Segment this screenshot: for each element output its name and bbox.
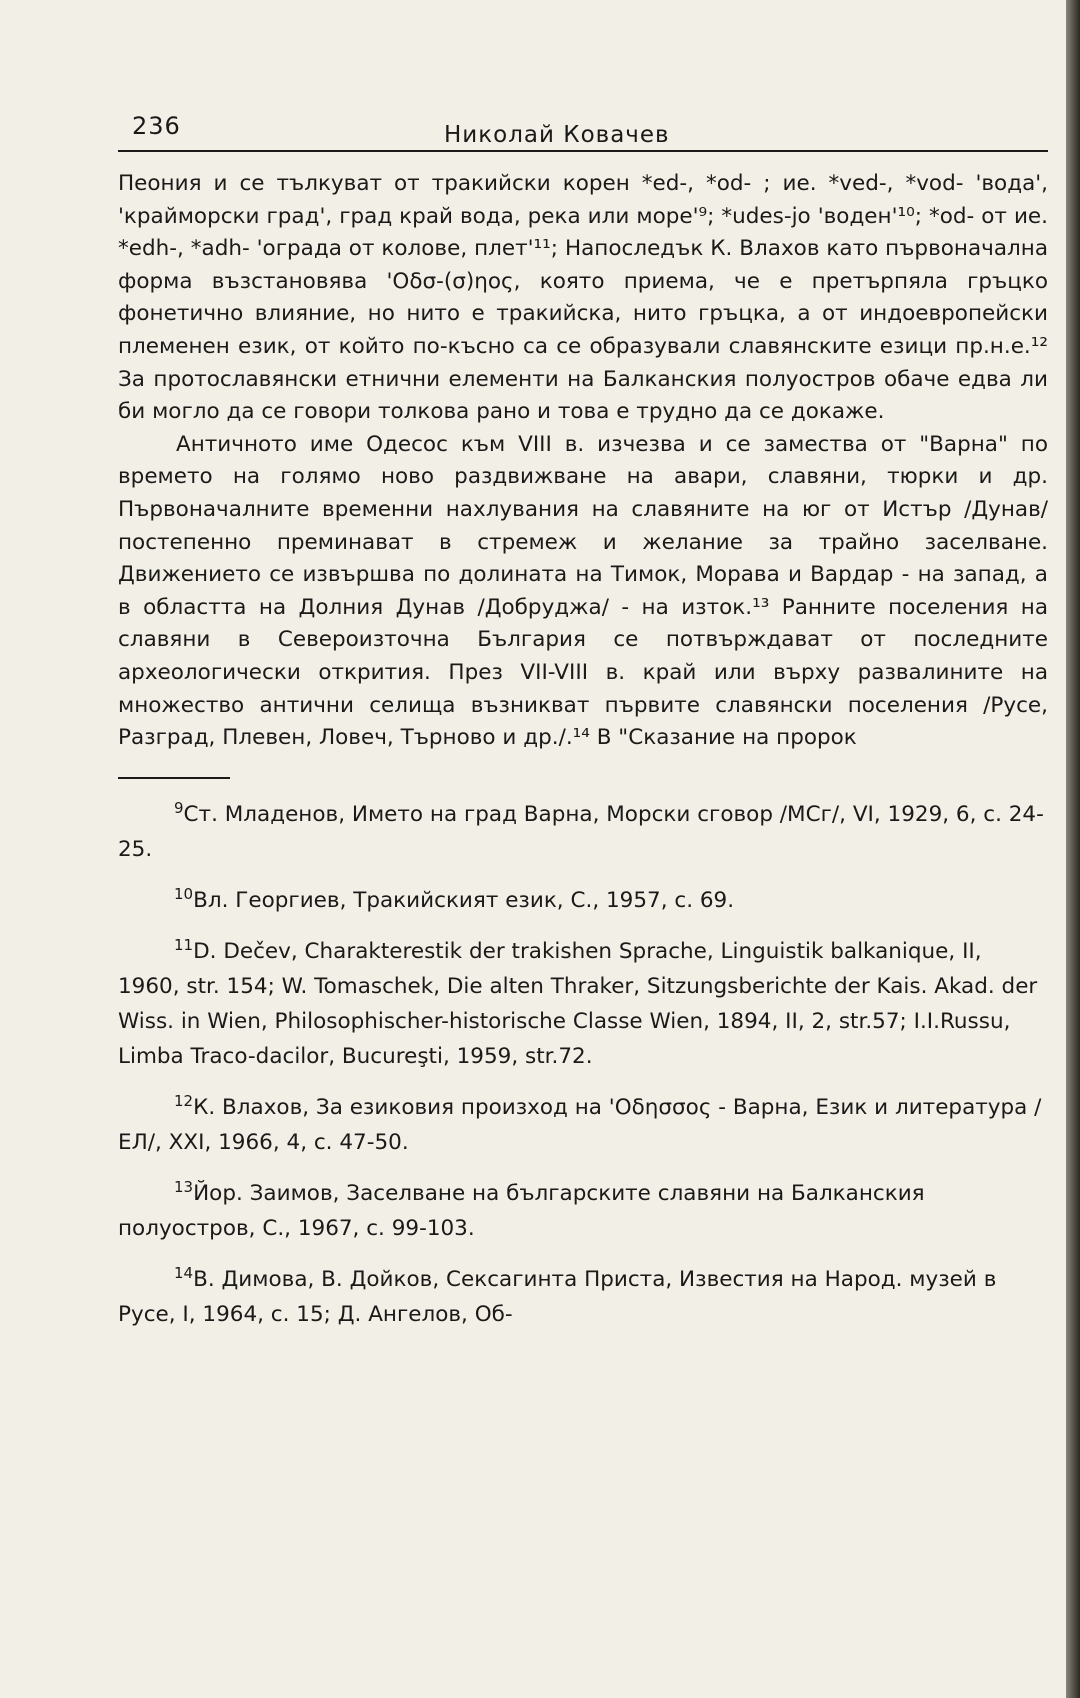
footnote-separator — [118, 777, 230, 779]
footnote-number: 14 — [174, 1263, 194, 1282]
footnote — [118, 797, 1048, 867]
footnote — [118, 883, 1048, 918]
footnote — [118, 934, 1048, 1074]
footnote-text: D. Dečev, Charakterestik der trakishen Sprache, Linguistik balkanique, II, 1960, str. 154; W. Tomaschek, Die alten Thraker, Sitzungsberichte der Kais. Akad. der Wiss. in Wien, Philosophischer-historische Classe Wien, 1894, II, 2, str.57; I.I.Russu, Limba Traco-dacilor, Bucureşti, 1959, str.72. — [118, 938, 1038, 1069]
footnote-text: Вл. Георгиев, Тракийският език, С., 1957, с. 69. — [193, 887, 735, 913]
footnote-number: 11 — [174, 935, 194, 954]
footnotes — [118, 797, 1048, 1332]
footnote — [118, 1176, 1048, 1246]
footnote-text: Йор. Заимов, Заселване на българските славяни на Балканския полуостров, С., 1967, с. 99-103. — [118, 1180, 925, 1241]
footnote — [118, 1262, 1048, 1332]
page-number: 236 — [132, 112, 181, 140]
footnote-text: К. Влахов, За езиковия произход на 'Οδησσος - Варна, Език и литература /ЕЛ/, XXI, 1966, 4, с. 47-50. — [118, 1094, 1042, 1155]
footnote — [118, 1090, 1048, 1160]
book-page — [118, 108, 1048, 1348]
footnote-text: В. Димова, В. Дойков, Сексагинта Приста, Известия на Народ. музей в Русе, I, 1964, с. 15; Д. Ангелов, Об- — [118, 1266, 997, 1327]
page-edge-shadow — [1066, 0, 1080, 1698]
running-title: Николай Ковачев — [444, 122, 670, 148]
footnote-number: 10 — [174, 884, 194, 903]
footnote-number: 12 — [174, 1091, 194, 1110]
footnote-number: 9 — [174, 798, 184, 817]
paragraph-1: Пеония и се тълкуват от тракийски корен *ed-, *od- ; ие. *ved-, *vod- 'вода', 'крайморски град', град край вода, река или море'⁹; *udes-jo 'воден'¹⁰; *od- от ие. *edh-, *adh- 'ограда от колове, плет'¹¹; Напоследък К. Влахов като първоначална форма възстановява 'Οδσ-(σ)ηος, която приема, че е претърпяла гръцко фонетично влияние, но нито е тракийска, нито гръцка, а от индоевропейски племенен език, от който по-късно са се образували славянските езици пр.н.е.¹² За протославянски етнични елементи на Балканския полуостров обаче едва ли би могло да се говори толкова рано и това е трудно да се докаже. — [118, 171, 1048, 425]
page-header — [118, 108, 1048, 152]
footnote-text: Ст. Младенов, Името на град Варна, Морски сговор /МСг/, VI, 1929, 6, с. 24-25. — [118, 801, 1044, 862]
paragraph-2: Античното име Одесос към VIII в. изчезва и се замества от "Варна" по времето на голямо ново раздвижване на авари, славяни, тюрки и др. Първоначалните временни нахлувания на славяните на юг от Истър /Дунав/ постепенно преминават в стремеж и желание за трайно заселване. Движението се извършва по долината на Тимок, Морава и Вардар - на запад, а в областта на Долния Дунав /Добруджа/ - на изток.¹³ Ранните поселения на славяни в Североизточна България се потвърждават от последните археологически открития. През VII-VIII в. край или върху развалините на множество антични селища възникват първите славянски поселения /Русе, Разград, Плевен, Ловеч, Търново и др./.¹⁴ В "Сказание на пророк — [118, 431, 1048, 751]
footnote-number: 13 — [174, 1177, 194, 1196]
body-text — [118, 168, 1048, 755]
